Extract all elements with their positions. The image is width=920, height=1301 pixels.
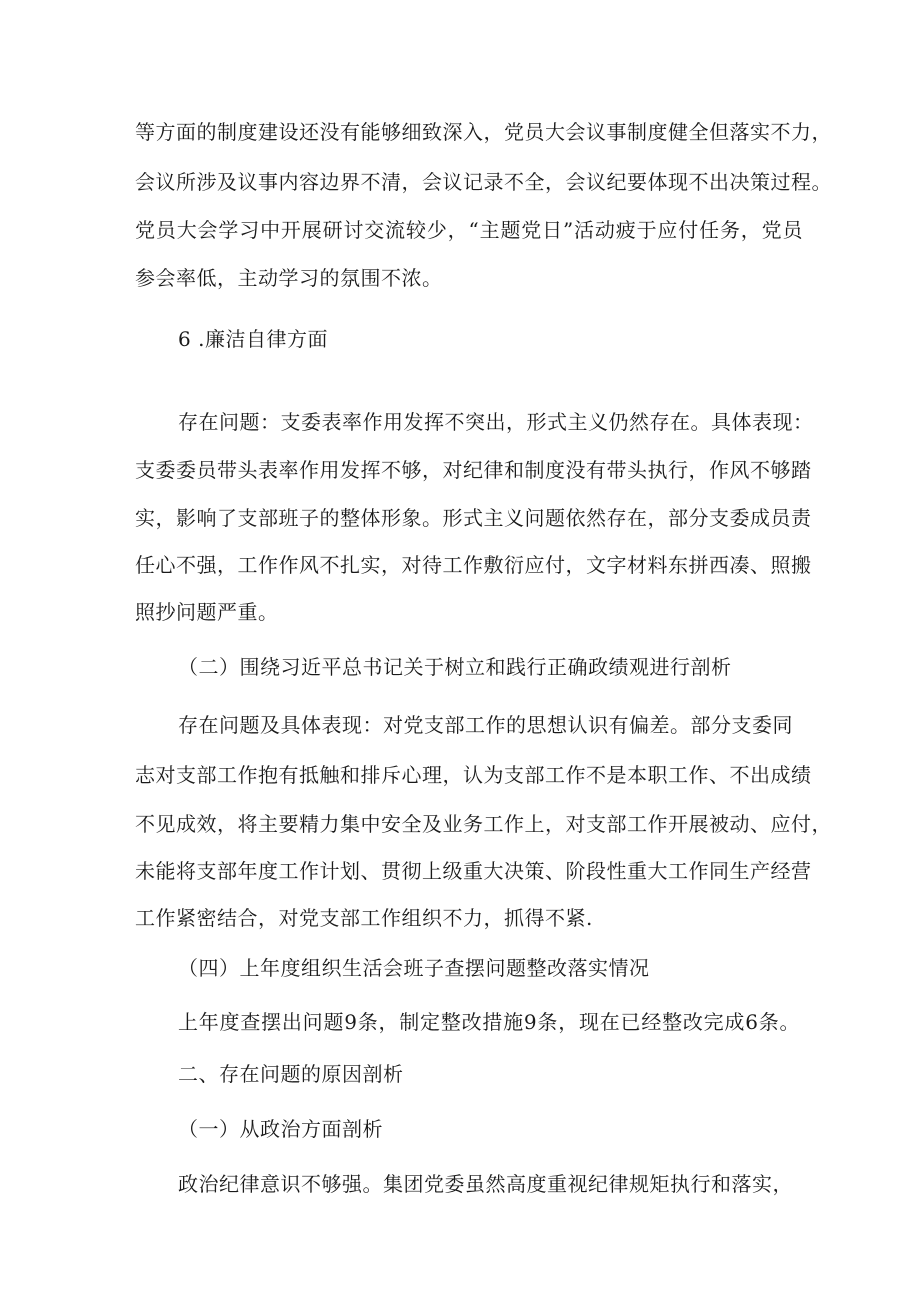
paragraph-2-line-4: 任心不强，工作作风不扎实，对待工作敷衍应付，文字材料东拼西凑、照搬 [135, 553, 812, 577]
paragraph-1-line-1: 等方面的制度建设还没有能够细致深入，党员大会议事制度健全但落实不力， [135, 120, 832, 144]
section-heading-part-2: 二、存在问题的原因剖析 [178, 1062, 404, 1086]
paragraph-3-line-5: 工作紧密结合，对党支部工作组织不力，抓得不紧. [135, 906, 593, 930]
paragraph-1-line-3: 党员大会学习中开展研讨交流较少，“主题党日”活动疲于应付任务，党员 [135, 218, 803, 242]
subsection-heading-1: （一）从政治方面剖析 [178, 1117, 383, 1141]
paragraph-3-line-1: 存在问题及具体表现：对党支部工作的思想认识有偏差。部分支委同 [178, 713, 793, 737]
section-heading-2: （二）围绕习近平总书记关于树立和践行正确政绩观进行剖析 [178, 655, 732, 679]
paragraph-1-line-2: 会议所涉及议事内容边界不清，会议记录不全，会议纪要体现不出决策过程。 [135, 170, 832, 194]
paragraph-2-line-3: 实，影响了支部班子的整体形象。形式主义问题依然存在，部分支委成员责 [135, 506, 812, 530]
paragraph-1-line-4: 参会率低，主动学习的氛围不浓。 [135, 266, 443, 290]
section-heading-6: 6 .廉洁自律方面 [178, 327, 328, 351]
paragraph-3-line-3: 不见成效，将主要精力集中安全及业务工作上，对支部工作开展被动、应付， [135, 812, 832, 836]
section-heading-4: （四）上年度组织生活会班子查摆问题整改落实情况 [178, 956, 650, 980]
paragraph-2-line-2: 支委委员带头表率作用发挥不够，对纪律和制度没有带头执行，作风不够踏 [135, 458, 812, 482]
paragraph-2-line-1: 存在问题：支委表率作用发挥不突出，形式主义仍然存在。具体表现： [178, 410, 814, 434]
paragraph-2-line-5: 照抄问题严重。 [135, 600, 279, 624]
paragraph-3-line-2: 志对支部工作抱有抵触和排斥心理，认为支部工作不是本职工作、不出成绩 [135, 763, 812, 787]
paragraph-4: 上年度查摆出问题9条，制定整改措施9条，现在已经整改完成6条。 [178, 1010, 800, 1034]
paragraph-3-line-4: 未能将支部年度工作计划、贯彻上级重大决策、阶段性重大工作同生产经营 [135, 859, 812, 883]
paragraph-5: 政治纪律意识不够强。集团党委虽然高度重视纪律规矩执行和落实， [178, 1172, 793, 1196]
